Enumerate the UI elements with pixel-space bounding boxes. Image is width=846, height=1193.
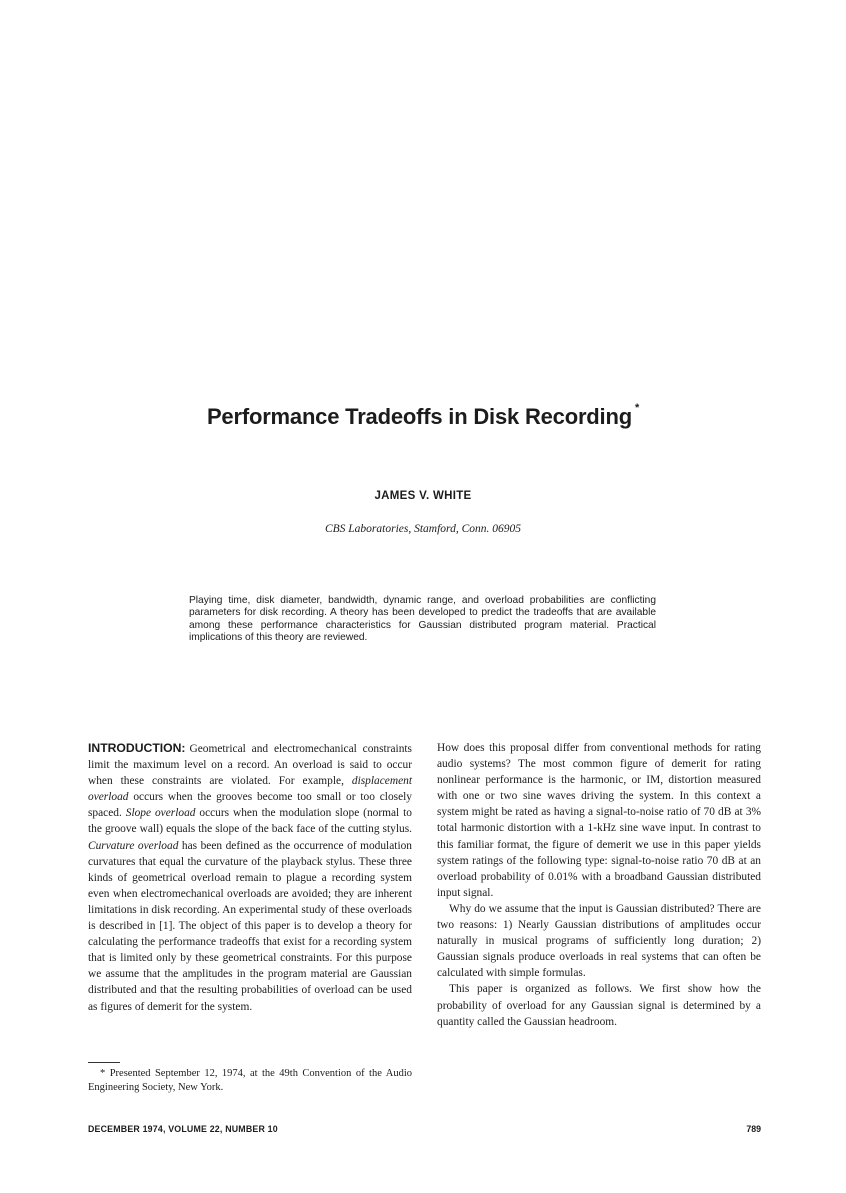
author-affiliation: CBS Laboratories, Stamford, Conn. 06905 <box>324 523 522 535</box>
intro-text-segment: occurs when the grooves become too small or too closely spaced. <box>88 791 412 820</box>
term-displacement-overload: displacement overload <box>88 775 412 804</box>
page-number: 789 <box>746 1124 761 1134</box>
intro-paragraph-1 <box>88 740 412 1015</box>
abstract: Playing time, disk diameter, bandwidth, dynamic range, and overload probabilities are conflicting parameters for disk recording. A theory has been developed to predict the tradeoffs that are available among these performance characteristics for Gaussian distributed program material. Practical implications of this theory are reviewed. <box>189 595 656 644</box>
body-column-left <box>88 740 412 1015</box>
intro-paragraph-3: Why do we assume that the input is Gaussian distributed? There are two reasons: 1) Nearly Gaussian distributions of amplitudes occur naturally in musical programs of sufficiently long duration; 2) Gaussian signals produce overloads in real systems that can often be calculated with simple formulas. <box>437 902 761 980</box>
footnote-rule <box>88 1062 120 1063</box>
author-name: JAMES V. WHITE <box>374 490 472 502</box>
intro-text-segment: Geometrical and electromechanical constraints limit the maximum level on a record. An overload is said to occur when these constraints are violated. For example, <box>88 743 412 788</box>
term-slope-overload: Slope overload <box>125 807 196 820</box>
title-text: Performance Tradeoffs in Disk Recording <box>206 404 632 429</box>
journal-issue-line: DECEMBER 1974, VOLUME 22, NUMBER 10 <box>88 1124 278 1134</box>
intro-text-segment: has been defined as the occurrence of modulation curvatures that equal the curvature of the playback stylus. These three kinds of geometrical overload remain to plague a recording system even when electromechanical overloads are avoided; they are inherent limitations in disk recording. An experimental study of these overloads is described in [1]. The object of this paper is to develop a theory for calculating the performance tradeoffs that exist for a recording system that is limited only by these geometrical constraints. For this purpose we assume that the amplitudes in the program material are Gaussian distributed and that the resulting probabilities of overload can be used as figures of demerit for the system. <box>88 839 412 1013</box>
intro-text-segment: occurs when the modulation slope (normal to the groove wall) equals the slope of the back face of the cutting stylus. <box>88 807 412 836</box>
term-curvature-overload: Curvature overload <box>88 839 179 852</box>
intro-paragraph-4: This paper is organized as follows. We first show how the probability of overload for any Gaussian signal is determined by a quantity called the Gaussian headroom. <box>437 983 761 1028</box>
footnote: * Presented September 12, 1974, at the 49th Convention of the Audio Engineering Society, New York. <box>88 1068 412 1093</box>
intro-paragraph-2: How does this proposal differ from conventional methods for rating audio systems? The most common figure of demerit for rating nonlinear performance is the harmonic, or IM, distortion measured with one or two sine waves driving the system. In this context a system might be rated as having a signal-to-noise ratio of 70 dB at 3% total harmonic distortion with a 1-kHz sine wave input. In contrast to this familiar format, the figure of demerit we use in this paper yields system ratings of the following type: signal-to-noise ratio 70 dB at an overload probability of 0.01% with a broadband Gaussian distributed input signal. <box>437 742 761 899</box>
section-heading-introduction: INTRODUCTION: <box>88 741 186 755</box>
paper-title <box>0 404 846 430</box>
body-column-right <box>437 740 761 1030</box>
title-footnote-mark: * <box>634 402 640 414</box>
